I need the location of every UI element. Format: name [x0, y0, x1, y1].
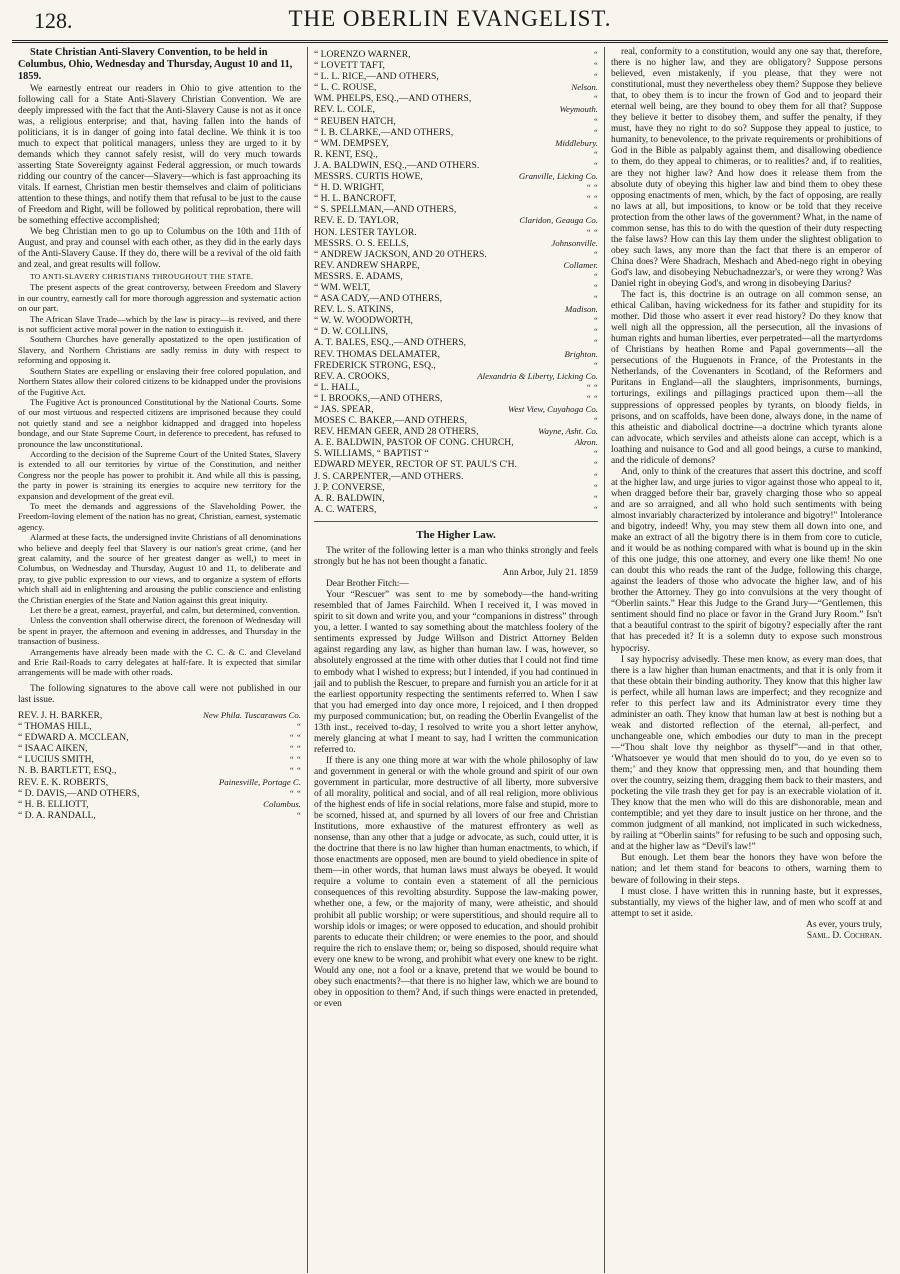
- column-1: [12, 47, 308, 1273]
- signer-name: “ L. HALL,: [314, 381, 360, 393]
- signer-location: Nelson.: [571, 82, 598, 93]
- signer-location: “ “: [586, 182, 598, 193]
- signer-location: “: [593, 270, 598, 281]
- signature-row: [314, 82, 598, 93]
- signer-name: J. P. CONVERSE,: [314, 481, 385, 493]
- signature-row: [314, 326, 598, 337]
- signature-row: [314, 371, 598, 382]
- signature-row: [18, 777, 301, 788]
- paragraph: I say hypocrisy advisedly. These men know, as every man does, that there is a law higher than human enactments, and that it is only from it that these obtain their binding authority. They know that this higher law is perfect, while all human laws are imperfect; and they recognize and refer to this perfect law and its Administrator every time they administer an oath. They know that human law at best is nothing but a weak and distorted reflection of the eternal, all-perfect, and unchangeable one, which embodies our duty to man in the precept—“Thou shalt love thy neighbor as thyself”—and in that other, ‘Whatsoever ye would that men should do to you, do ye even so to them;’ and they know that oppressing men, and that hounding them over the country, seizing them, dragging them back to their masters, and pocketing the vile trash they get for pay is an execrable violation of it. They know that the men who will do this are dishonorable, mean and contemptible; and yet they dare to insult justice on her throne, and the common judgment of all mankind, not implicated in such wickedness, by railing at “Oberlin saints” for refusing to be such and opposing such, and at the higher law as “Devil's law!”: [611, 654, 882, 853]
- paragraph: real, conformity to a constitution, would any one say that, therefore, there is no higher law, and they are obligatory? Suppose persons believed, even mistakenly, if you please, that they were not constitutional, must they nevertheless obey them? Suppose they believe that, to obey them is to incur the frown of God and to jeopard their eternal well being, are they bound to obey them for all that? Suppose they believe it better to disobey them, and suffer the penalty, if they must, have they no right to do so? Suppose they appeal to justice, to humanity, to benevolence, to the private requirements or prohibitions of God in the Bible as palpably against them, and disallowing obedience to them, do they appeal to chimeras, or to realities? and, if to realities, are they not higher law? And how does it release them from the absolute duty of obeying this higher law and bind them to obey these opposing enactments of men, which, by the fact of opposing, are really no laws at all, but impositions, to know or be told that they receive protection from the other laws of the government? What, in the name of common sense, has this to do with the question of their duty respecting the false laws? How can this lay them under the slightest obligation to obey such laws, any more than the fact that there is an emperor of China does? Were Shadrach, Meshach and Abed-nego right in obeying God's law, and disobeying Nebuchadnezzar's, or were they wrong? Was Daniel right in obeying God's, and wrong in disobeying Darius?: [611, 47, 882, 289]
- signature-row: [314, 127, 598, 138]
- signer-location: “: [593, 148, 598, 159]
- signer-name: R. KENT, ESQ.,: [314, 148, 378, 160]
- signer-location: “: [296, 721, 301, 732]
- signature-row: [18, 810, 301, 821]
- signature-row: [314, 315, 598, 326]
- signer-name: “ L. L. RICE,—AND OTHERS,: [314, 71, 439, 83]
- signer-name: A. R. BALDWIN,: [314, 492, 385, 504]
- signer-location: “: [593, 93, 598, 104]
- signer-location: “: [593, 492, 598, 503]
- signature-row: [314, 471, 598, 482]
- signer-location: “: [593, 337, 598, 348]
- convention-body: [18, 282, 301, 677]
- signature-row: [314, 227, 598, 238]
- signer-location: “: [593, 159, 598, 170]
- letter-body-part-1: [314, 590, 598, 1010]
- signer-location: “: [593, 281, 598, 292]
- signer-name: REV. E. K. ROBERTS,: [18, 776, 109, 788]
- signer-name: WM. PHELPS, ESQ.,—AND OTHERS,: [314, 93, 472, 105]
- signature-row: [18, 743, 301, 754]
- signature-row: [18, 788, 301, 799]
- letter-signature: Saml. D. Cochran.: [806, 930, 882, 941]
- signature-row: [314, 337, 598, 348]
- signature-row: [18, 732, 301, 743]
- signer-name: HON. LESTER TAYLOR.: [314, 226, 417, 238]
- paragraph: We earnestly entreat our readers in Ohio to give attention to the following call for a State Anti-Slavery Christian Convention. We are deeply impressed with the fact that the Anti-Slavery Cause is not as it once was, a religious enterprise; and that, having fallen into the hands of politicians, it is in danger of going into fatal decline. We think it is too much to expect that political managers, unless they are urged to it by demands which they cannot safely resist, will do very much towards asserting State Sovereignty against Federal aggression, or much towards ridding our country of the cancer—Slavery—which is fast approaching its vitals. If earnest, Christian men bestir themselves and claim of politicians attention to these things, and notify them that refusal to be just to the cause of Freedom and Right, will be followed by political reprobation, there will be something effective accomplished;: [18, 83, 301, 227]
- signature-row: [314, 204, 598, 215]
- signer-name: A. T. BALES, ESQ.,—AND OTHERS,: [314, 337, 467, 349]
- signature-row: [18, 710, 301, 721]
- signature-row: [18, 754, 301, 765]
- signer-name: “ EDWARD A. MCCLEAN,: [18, 732, 129, 744]
- signer-name: A. E. BALDWIN, PASTOR OF CONG. CHURCH,: [314, 437, 514, 449]
- signer-location: “: [593, 315, 598, 326]
- section-divider: [314, 521, 598, 522]
- signer-name: “ H. B. ELLIOTT,: [18, 798, 89, 810]
- column-3: [605, 47, 888, 1273]
- signatures-intro: The following signatures to the above call were not published in our last issue.: [18, 683, 301, 705]
- signer-location: “ “: [289, 765, 301, 776]
- signer-name: “ REUBEN HATCH,: [314, 115, 396, 127]
- signer-location: “: [593, 415, 598, 426]
- signer-location: “: [593, 459, 598, 470]
- signature-row: [314, 459, 598, 470]
- signer-name: A. C. WATERS,: [314, 503, 377, 515]
- signer-location: “ “: [289, 732, 301, 743]
- paragraph: I must close. I have written this in running haste, but it expresses, substantially, my views of the higher law, and of men who scoff at and attempt to set it aside.: [611, 886, 882, 919]
- signature-row: [314, 437, 598, 448]
- signer-location: “ “: [586, 193, 598, 204]
- convention-headline: State Christian Anti-Slavery Convention, to be held in Columbus, Ohio, Wednesday and Thursday, August 10 and 11, 1859.: [18, 47, 293, 83]
- signer-name: FREDERICK STRONG, ESQ.,: [314, 359, 436, 371]
- higher-law-title: The Higher Law.: [416, 528, 496, 541]
- signature-row: [18, 799, 301, 810]
- convention-intro: [18, 84, 301, 272]
- signer-name: “ ASA CADY,—AND OTHERS,: [314, 293, 443, 305]
- signer-name: REV. L. S. ATKINS,: [314, 304, 394, 316]
- paragraph: If there is any one thing more at war with the whole philosophy of law and government in general or with the whole ground and spirit of our own government in particular, more destructive of all liberty, more subversive of all morality, political and social, and of all real religion, more oblivious of the highest ends of life in social relations, more false and stupid, more to be scorned, hissed at, and spurned by all lovers of our free and Christian Institutions, more exhaustive of the maturest effrontery as well as nonsense, than any other that a judge or advocate, as such, could utter, it is the doctrine that there is no law higher than human enactments, to which, if those enactments are opposed, men are bound to yield obedience in spite of them—in other words, that human laws must always be obeyed. It would require a volume to contain even a statement of all the pernicious consequences of this revolting absurdity. Suppose the law-making power, whether one, a few, or the majority of many, were atheistic, and should prohibit all public worship; or were superstitious, and should require all to worship idols or images; or were opposed to education, and should prohibit parents to educate their children; or were enemies to the poor, and should require the rich to enslave them; or, being so disposed, should require what every one knew to be wrong, and prohibit what every one knew to be right. Would any one, not a fool or a knave, pretend that we would be bound to obey such enactments?—that there is no higher law, which we are bound to obey in opposition to them? And, if such things were enacted in pretended, or even: [314, 755, 598, 1009]
- signature-row: [314, 238, 598, 249]
- signature-row: [314, 271, 598, 282]
- signature-row: [18, 765, 301, 776]
- convention-subhead: TO ANTI-SLAVERY CHRISTIANS THROUGHOUT THE STATE.: [30, 272, 254, 282]
- signer-location: “: [593, 126, 598, 137]
- signer-location: Akron.: [574, 437, 598, 448]
- paragraph: And, only to think of the creatures that assert this doctrine, and scoff at the higher law, and urge juries to vigor against those who appeal to it, when dragged before their bar, gravely charging those who so appeal and are so arraigned, and all who hold such sentiments with being almost invariably characterized by intolerance and bigotry!" Intolerance and bigotry, indeed! Why, you may stew them all down into one, and make an extract of all the bigotry there is in them from core to cuticle, and it would be as nothing compared with what is bound up in the skin of this one judge, this one attorney, and every one like them! No one can doubt this who reads the rant of the Judge, following this charge, against the leaders of those who advocate the higher law, and of his brother the Attorney. They go into convulsions at the very thought of “Oberlin saints.” Hear this Judge to the Grand Jury—“Gentlemen, this sentiment should find no place or favor in the Grand Jury Room.” Isn't that a beautiful contrast to the spirit of bigotry? especially after the rant that has preceded it? It is a solemn duty to expose such monstrous hypocrisy.: [611, 466, 882, 654]
- signer-location: Painesville, Portage C.: [218, 776, 301, 787]
- letter-closing: As ever, yours truly,: [806, 919, 882, 930]
- signer-name: “ S. SPELLMAN,—AND OTHERS,: [314, 204, 457, 216]
- signature-row: [314, 304, 598, 315]
- signer-location: “: [593, 71, 598, 82]
- higher-law-intro: The writer of the following letter is a man who thinks strongly and feels strongly but he has not been thought a fanatic.: [314, 545, 598, 568]
- paragraph: Let there be a great, earnest, prayerful, and calm, but determined, convention.: [30, 605, 300, 616]
- signer-location: Alexandria & Liberty, Licking Co.: [477, 370, 598, 381]
- signature-row: [314, 249, 598, 260]
- signer-name: “ ISAAC AIKEN,: [18, 743, 88, 755]
- signer-location: New Phila. Tuscarawas Co.: [202, 709, 301, 720]
- letter-salutation: Dear Brother Fitch:—: [326, 579, 409, 590]
- signature-row: [314, 282, 598, 293]
- signer-location: Brighton.: [564, 348, 598, 359]
- paragraph: Southern States are expelling or enslaving their free colored population, and Northern States allow their colored citizens to be kidnapped under the provisions of the Fugitive Act.: [18, 365, 301, 397]
- signature-row: [314, 504, 598, 515]
- signer-location: “: [593, 481, 598, 492]
- signer-name: “ I. BROOKS,—AND OTHERS,: [314, 392, 443, 404]
- paragraph: Unless the convention shall otherwise direct, the forenoon of Wednesday will be spent in prayer, the afternoon and evening in addresses, and Thursday in the transaction of business.: [18, 615, 301, 647]
- signer-name: N. B. BARTLETT, ESQ.,: [18, 765, 117, 777]
- signer-name: S. WILLIAMS, “ BAPTIST “: [314, 448, 429, 460]
- paragraph: The African Slave Trade—which by the law is piracy—is revived, and there is not sufficient active moral power in the nation to extinguish it.: [18, 313, 301, 335]
- signer-name: “ THOMAS HILL,: [18, 721, 92, 733]
- signer-name: REV. E. D. TAYLOR,: [314, 215, 399, 227]
- newspaper-title: THE OBERLIN EVANGELIST.: [288, 6, 612, 31]
- signer-location: “: [593, 470, 598, 481]
- signer-name: “ L. C. ROUSE,: [314, 82, 377, 94]
- signer-location: Wayne, Asht. Co.: [538, 426, 598, 437]
- signer-name: “ H. L. BANCROFT,: [314, 193, 396, 205]
- signer-location: “: [593, 115, 598, 126]
- signer-name: “ LOVETT TAFT,: [314, 60, 385, 72]
- signer-location: “: [296, 809, 301, 820]
- paragraph: Alarmed at these facts, the undersigned invite Christians of all denominations who believe and deeply feel that Slavery is our nation's great crime, (and her great calamity, and the source of her greatest danger as well,) to meet in Columbus, on Wednesday and Thursday, August 10 and 11, to deliberate and pray, to give public expression to our views, and to organize a system of efforts which shall aid in enlightening and arousing the public conscience and enlisting the Christian energies of the State and Nation against this great iniquity.: [18, 532, 301, 605]
- signer-name: “ WM. DEMPSEY,: [314, 137, 389, 149]
- signature-row: [314, 215, 598, 226]
- signer-name: “ LUCIUS SMITH,: [18, 754, 94, 766]
- signer-location: “: [593, 503, 598, 514]
- paragraph: The fact is, this doctrine is an outrage on all common sense, an ethical Caliban, having wickedness for its father and stupidity for its mother. Did those who assert it ever read history? Do they know that well nigh all the oppression, all the persecution, all the invasions of human rights and human liberties, ever perpetrated—all the martyrdoms of Christians by heathen Rome and Papal governments—all the persecutions of the Huguenots in France, of the Protestants in the Netherlands, of the Covenanters in Scotland, of the Reformers and Puritans in England—all the slaughters, imprisonments, burnings, torturings, exilings and pillagings practiced upon them—all the suppressions of oppressed peoples by tyrants, on bloody fields, in prisons, and on scaffolds, have been done, always done, in the name of this atheistic and diabolical doctrine—a doctrine which tyrants alone can advocate, which serviles and atheists alone can accept, which is a loathing and nuisance to God and all good beings, a curse to mankind, and the ridicule of demons?: [611, 290, 883, 466]
- signer-location: “: [593, 248, 598, 259]
- signer-name: REV. HEMAN GEER, AND 28 OTHERS,: [314, 426, 479, 438]
- signer-name: “ D. W. COLLINS,: [314, 326, 389, 338]
- signer-location: “ “: [289, 754, 301, 765]
- signer-location: “ “: [289, 787, 301, 798]
- signer-name: “ H. D. WRIGHT,: [314, 182, 384, 194]
- signer-name: J. S. CARPENTER,—AND OTHERS.: [314, 470, 464, 482]
- signer-location: “ “: [586, 392, 598, 403]
- signature-row: [314, 426, 598, 437]
- signer-location: Columbus.: [263, 798, 301, 809]
- paragraph: The Fugitive Act is pronounced Constitutional by the National Courts. Some of our most virtuous and respected citizens are imprisoned because they could not quietly stand and see a neighbor kidnapped and dragged into hopeless bondage, and our State Supreme Court, in deference to precedent, has refused to pronounce the law unconstitutional.: [18, 396, 301, 449]
- signer-location: “: [593, 49, 598, 59]
- signature-row: [314, 104, 598, 115]
- signature-row: [314, 60, 598, 71]
- signer-name: MESSRS. CURTIS HOWE,: [314, 171, 423, 183]
- signature-row: [18, 721, 301, 732]
- signer-name: “ I. B. CLARKE,—AND OTHERS,: [314, 126, 454, 138]
- signature-row: [314, 482, 598, 493]
- signer-location: Middlebury.: [555, 137, 598, 148]
- signer-name: REV. L. COLE,: [314, 104, 375, 116]
- signer-location: “: [593, 326, 598, 337]
- signer-location: “: [593, 359, 598, 370]
- signer-name: “ ANDREW JACKSON, AND 20 OTHERS.: [314, 248, 487, 260]
- signature-row: [314, 415, 598, 426]
- signature-row: [314, 260, 598, 271]
- signer-location: West View, Cuyahoga Co.: [508, 404, 598, 414]
- signer-location: Madison.: [565, 304, 598, 315]
- signature-row: [314, 360, 598, 371]
- letter-body-part-2: [611, 47, 882, 920]
- signer-name: “ D. DAVIS,—AND OTHERS,: [18, 787, 140, 799]
- signature-row: [314, 193, 598, 204]
- signer-name: “ LORENZO WARNER,: [314, 49, 411, 60]
- signature-row: [314, 393, 598, 404]
- signature-row: [314, 93, 598, 104]
- signer-name: J. A. BALDWIN, ESQ.,—AND OTHERS.: [314, 159, 480, 171]
- signer-name: EDWARD MEYER, RECTOR OF ST. PAUL'S C'H.: [314, 459, 517, 471]
- signer-name: “ WM. WELT,: [314, 281, 371, 293]
- signature-row: [314, 493, 598, 504]
- signer-location: “: [593, 293, 598, 304]
- signature-row: [314, 71, 598, 82]
- letter-dateline: Ann Arbor, July 21. 1859: [502, 568, 598, 579]
- paragraph: Southern Churches have generally apostatized to the open justification of Slavery, and Northern Christians are sadly remiss in duty with respect to reforming and opposing it.: [18, 334, 301, 366]
- signature-list-1: [18, 710, 301, 821]
- signer-location: Johnsonville.: [551, 237, 598, 248]
- signer-location: “: [593, 60, 598, 71]
- paragraph: But enough. Let them bear the honors they have won before the nation; and let them stand for beacons to others, warning them to beware of following in their steps.: [611, 853, 882, 886]
- signature-row: [314, 160, 598, 171]
- signature-row: [314, 448, 598, 459]
- signer-name: REV. J. H. BARKER,: [18, 709, 103, 721]
- signature-row: [314, 404, 598, 415]
- signer-name: MESSRS. O. S. EELLS,: [314, 237, 409, 249]
- signer-location: “ “: [289, 743, 301, 754]
- signer-name: MESSRS. E. ADAMS,: [314, 270, 403, 282]
- masthead: [12, 0, 888, 43]
- signature-row: [314, 349, 598, 360]
- signature-row: [314, 49, 598, 60]
- signature-list-2: [314, 49, 598, 515]
- column-2: [308, 47, 605, 1273]
- signer-location: Weymouth.: [559, 104, 598, 115]
- paragraph: According to the decision of the Supreme Court of the United States, Slavery is extended to all our territories by virtue of the Constitution, and neither Congress nor the people has power to prohibit it. And while all this is passing, the party in power is straining its energies to acquire new territory for the expansion and development of the great evil.: [18, 448, 301, 501]
- signer-name: REV. THOMAS DELAMATER,: [314, 348, 440, 360]
- paragraph: To meet the demands and aggressions of the Slaveholding Power, the Freedom-loving element of the nation has no great, Christian, earnest, systematic agency.: [18, 500, 301, 532]
- signer-location: “: [593, 204, 598, 215]
- paragraph: Arrangements have already been made with the C. C. & C. and Cleveland and Erie Rail-Roads to carry delegates at half-fare. It is expected that similar arrangements will be made with other roads.: [18, 646, 301, 678]
- paragraph: Your “Rescuer” was sent to me by somebody—the hand-writing resembled that of James Fairchild. When I received it, I was moved in spirit to sit down and write you, and your “companions in distress” through you, a letter. I wanted to say something about the matchless foolery of the sentiments expressed by Judge Willson and District Attorney Belden against regarding any law, as higher than human law. I was, however, so absolutely engrossed at the time with other duties that I could not find time to embody what I wished to express; but I intended, if you had continued in jail and to publish the Rescuer, to prepare and furnish you an article for it at the earliest opportunity respecting the sentiments referred to. When I saw that you had emerged into day once more, I rejoiced, and I then dropped my purposed communication; but, on reading the Oberlin Evangelist of the 13th inst., received to-day, I resolved to write you a short letter anyhow, merely glancing at what I meant to say, had I written the communication referred to.: [314, 590, 598, 755]
- signer-location: Granville, Licking Co.: [518, 171, 598, 182]
- signer-name: MOSES C. BAKER,—AND OTHERS,: [314, 415, 467, 427]
- signer-name: REV. ANDREW SHARPE,: [314, 259, 420, 271]
- signature-row: [314, 293, 598, 304]
- signer-name: “ JAS. SPEAR,: [314, 404, 374, 415]
- signature-row: [314, 382, 598, 393]
- signature-row: [314, 116, 598, 127]
- signer-name: REV. A. CROOKS,: [314, 370, 390, 382]
- columns: [12, 47, 888, 1273]
- paragraph: We beg Christian men to go up to Columbus on the 10th and 11th of August, and pray and counsel with each other, as they did in the early days of the Anti-Slavery Cause. If they do, there will be a revival of the old faith and zeal, and great results will follow.: [18, 227, 301, 271]
- paragraph: The present aspects of the great controversy, between Freedom and Slavery in our country, earnestly call for more thorough aggression and systematic action on our part.: [18, 282, 301, 314]
- signer-location: Collamer.: [563, 259, 598, 270]
- page-number: 128.: [34, 8, 73, 33]
- signer-location: “: [593, 448, 598, 459]
- signature-row: [314, 182, 598, 193]
- signature-row: [314, 138, 598, 149]
- signer-location: Claridon, Geauga Co.: [519, 215, 598, 226]
- signer-name: “ W. W. WOODWORTH,: [314, 315, 413, 327]
- signer-name: “ D. A. RANDALL,: [18, 809, 96, 821]
- signature-row: [314, 171, 598, 182]
- signer-location: “ “: [586, 226, 598, 237]
- signer-location: “ “: [586, 381, 598, 392]
- signature-row: [314, 149, 598, 160]
